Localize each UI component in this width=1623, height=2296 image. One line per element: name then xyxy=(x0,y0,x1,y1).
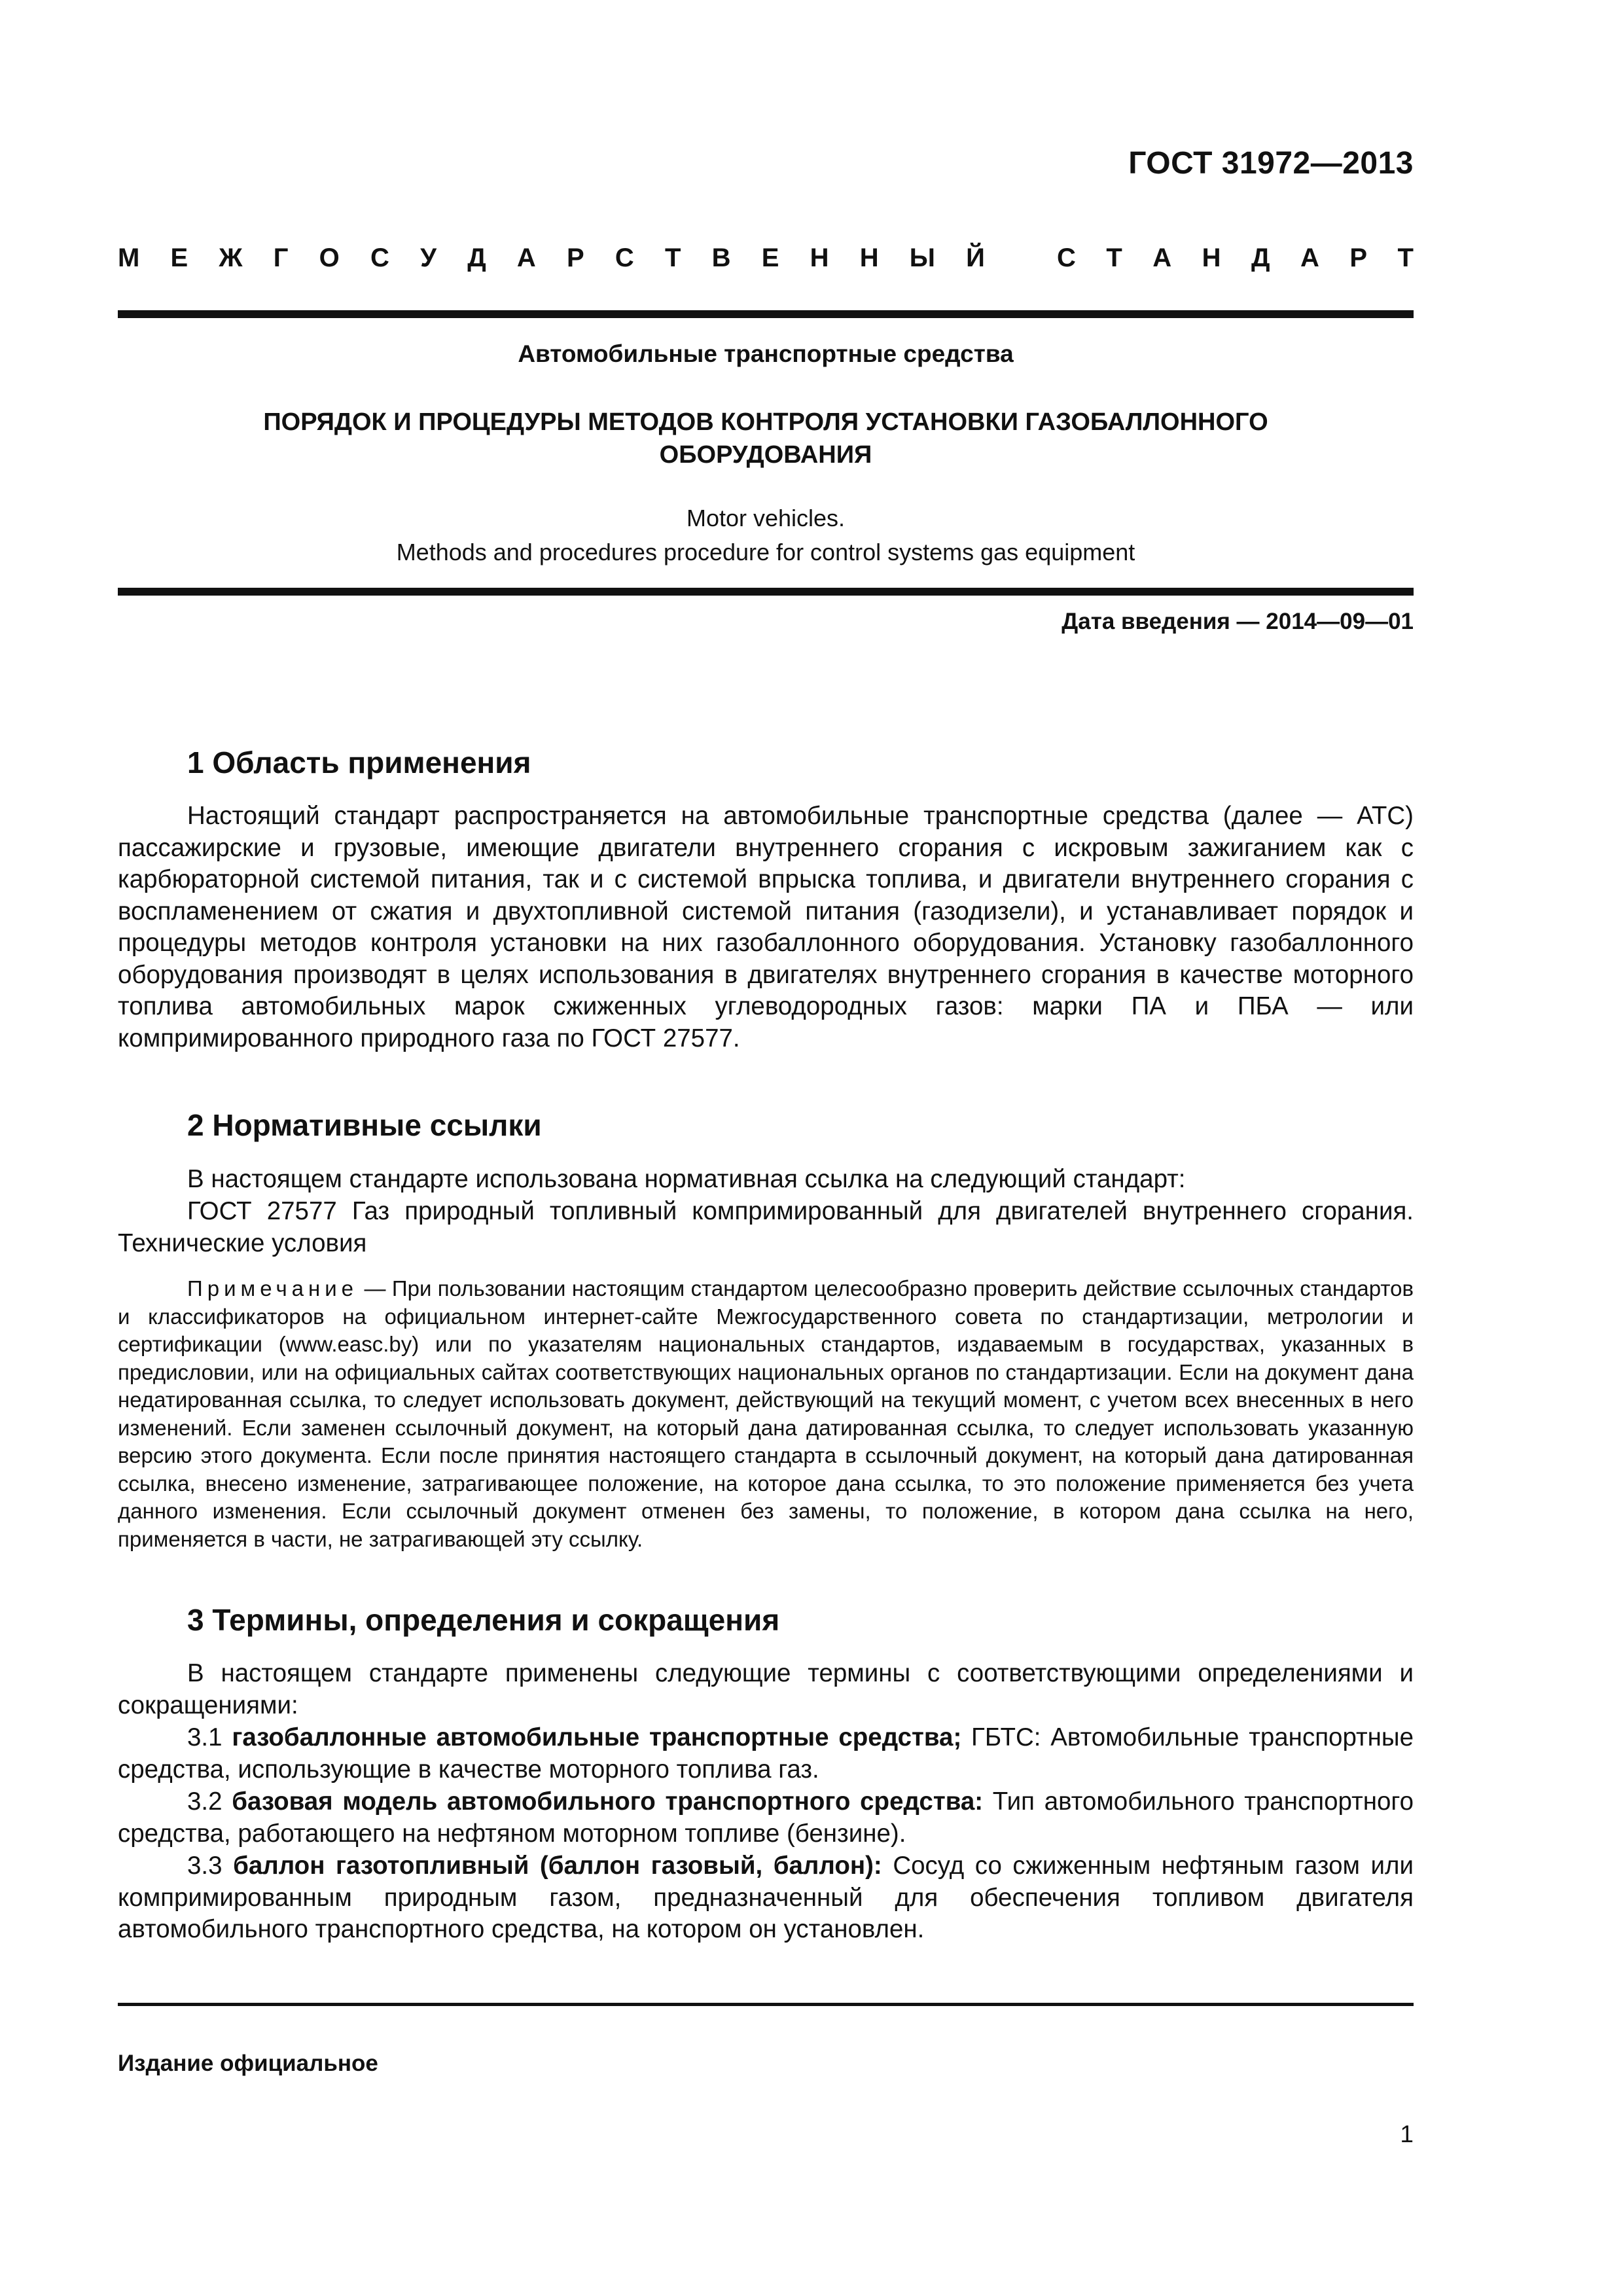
section-2-title: 2 Нормативные ссылки xyxy=(187,1108,542,1142)
title-line: ПОРЯДОК И ПРОЦЕДУРЫ МЕТОДОВ КОНТРОЛЯ УСТАНОВКИ ГАЗОБАЛЛОННОГО xyxy=(263,408,1268,436)
heading-letter: Г xyxy=(273,243,289,272)
heading-letter: С xyxy=(1057,243,1076,272)
section-2-note xyxy=(118,1275,1414,1553)
heading-letter: Р xyxy=(1349,243,1367,272)
heading-word-standard xyxy=(1057,243,1414,273)
heading-letter: С xyxy=(370,243,389,272)
heading-letter: Е xyxy=(761,243,779,272)
heading-letter: Н xyxy=(810,243,829,272)
heading-letter: Н xyxy=(1202,243,1221,272)
heading-letter: А xyxy=(516,243,536,272)
term-name: баллон газотопливный (баллон газовый, баллон): xyxy=(233,1852,882,1880)
heading-letter: Р xyxy=(566,243,584,272)
heading-letter: Т xyxy=(664,243,681,272)
term-name: газобаллонные автомобильные транспортные средства; xyxy=(232,1723,962,1751)
heading-letter: Д xyxy=(467,243,486,272)
term-3-1: 3.1 газобаллонные автомобильные транспортные средства; ГБТС: Автомобильные транспортные средства, использующие в качестве моторного топлива газ. xyxy=(118,1723,1414,1784)
heading-letter: С xyxy=(615,243,634,272)
document-title xyxy=(118,406,1414,471)
english-title-line: Methods and procedures procedure for control systems gas equipment xyxy=(396,539,1135,565)
section-3-title: 3 Термины, определения и сокращения xyxy=(187,1603,780,1637)
heading-letter: Т xyxy=(1397,243,1414,272)
term-3-2: 3.2 базовая модель автомобильного транспортного средства: Тип автомобильного транспортного средства, работающего на нефтяном моторном топливе (бензине). xyxy=(118,1787,1414,1848)
document-subtitle: Автомобильные транспортные средства xyxy=(518,340,1014,367)
heading-letter: В xyxy=(711,243,731,272)
heading-letter: Д xyxy=(1251,243,1270,272)
term-name: базовая модель автомобильного транспортного средства: xyxy=(232,1787,984,1816)
note-label: Примечание xyxy=(187,1276,359,1300)
heading-letter: Й xyxy=(966,243,985,272)
heading-letter: У xyxy=(420,243,437,272)
top-rule xyxy=(118,310,1414,318)
heading-letter: А xyxy=(1152,243,1172,272)
heading-letter: О xyxy=(319,243,340,272)
heading-letter: Т xyxy=(1106,243,1122,272)
title-line: ОБОРУДОВАНИЯ xyxy=(659,441,872,469)
heading-letter: Ж xyxy=(219,243,243,272)
section-3-intro: В настоящем стандарте применены следующие термины с соответствующими определениями и сокращениями: xyxy=(118,1659,1414,1719)
english-title xyxy=(118,501,1414,569)
title-bottom-rule xyxy=(118,588,1414,596)
introduction-date: Дата введения — 2014—09—01 xyxy=(1061,609,1414,634)
heading-letter: Е xyxy=(170,243,188,272)
section-1-title: 1 Область применения xyxy=(187,745,531,780)
note-body: — При пользовании настоящим стандартом целесообразно проверить действие ссылочных стандартов и классификаторов на официальном интернет-сайте Межгосударственного совета по стандартизации, метрологии и сертификации (www.easc.by) или по указателям национальных стандартов, издаваемым в государствах, указанных в предисловии, или на официальных сайтах соответствующих национальных органов по стандартизации. Если на документ дана недатированная ссылка, то следует использовать документ, действующий на текущий момент, с учетом всех внесенных в него изменений. Если заменен ссылочный документ, на который дана датированная ссылка, то следует использовать указанную версию этого документа. Если после принятия настоящего стандарта в ссылочный документ, на который дана датированная ссылка, внесено изменение, затрагивающее положение, на которое дана ссылка, то это положение применяется без учета данного изменения. Если ссылочный документ отменен без замены, то положение, в котором дана ссылка на него, применяется в части, не затрагивающей эту ссылку. xyxy=(118,1276,1414,1551)
standard-type-heading xyxy=(118,243,1414,273)
heading-letter: М xyxy=(118,243,140,272)
heading-letter: Н xyxy=(859,243,879,272)
section-1-body: Настоящий стандарт распространяется на автомобильные транспортные средства (далее — АТС) пассажирские и грузовые, имеющие двигатели внутреннего сгорания с искровым зажиганием как с карбюраторной системой питания, так и с системой впрыска топлива, и двигатели внутреннего сгорания с воспламенением от сжатия и двухтопливной системой питания (газодизели), и устанавливает порядок и процедуры методов контроля установки на них газобаллонного оборудования. Установку газобаллонного оборудования производят в целях использования в двигателях внутреннего сгорания в качестве моторного топлива автомобильных марок сжиженных углеводородных газов: марки ПА и ПБА — или компримированного природного газа по ГОСТ 27577. xyxy=(118,802,1414,1052)
heading-letter: А xyxy=(1300,243,1319,272)
document-number: ГОСТ 31972—2013 xyxy=(1128,146,1414,181)
heading-letter: Ы xyxy=(909,243,935,272)
footer-rule xyxy=(118,2003,1414,2006)
page-number: 1 xyxy=(1400,2121,1414,2147)
english-title-line: Motor vehicles. xyxy=(686,505,846,531)
official-edition-label: Издание официальное xyxy=(118,2051,378,2076)
section-2-paragraph-2: ГОСТ 27577 Газ природный топливный компримированный для двигателей внутреннего сгорания. Технические условия xyxy=(118,1197,1414,1257)
term-3-3: 3.3 баллон газотопливный (баллон газовый, баллон): Сосуд со сжиженным нефтяным газом или компримированным природным газом, предназначенный для обеспечения топливом двигателя автомобильного транспортного средства, на котором он установлен. xyxy=(118,1852,1414,1943)
section-2-paragraph-1: В настоящем стандарте использована нормативная ссылка на следующий стандарт: xyxy=(187,1165,1186,1193)
heading-word-interstate xyxy=(118,243,985,273)
